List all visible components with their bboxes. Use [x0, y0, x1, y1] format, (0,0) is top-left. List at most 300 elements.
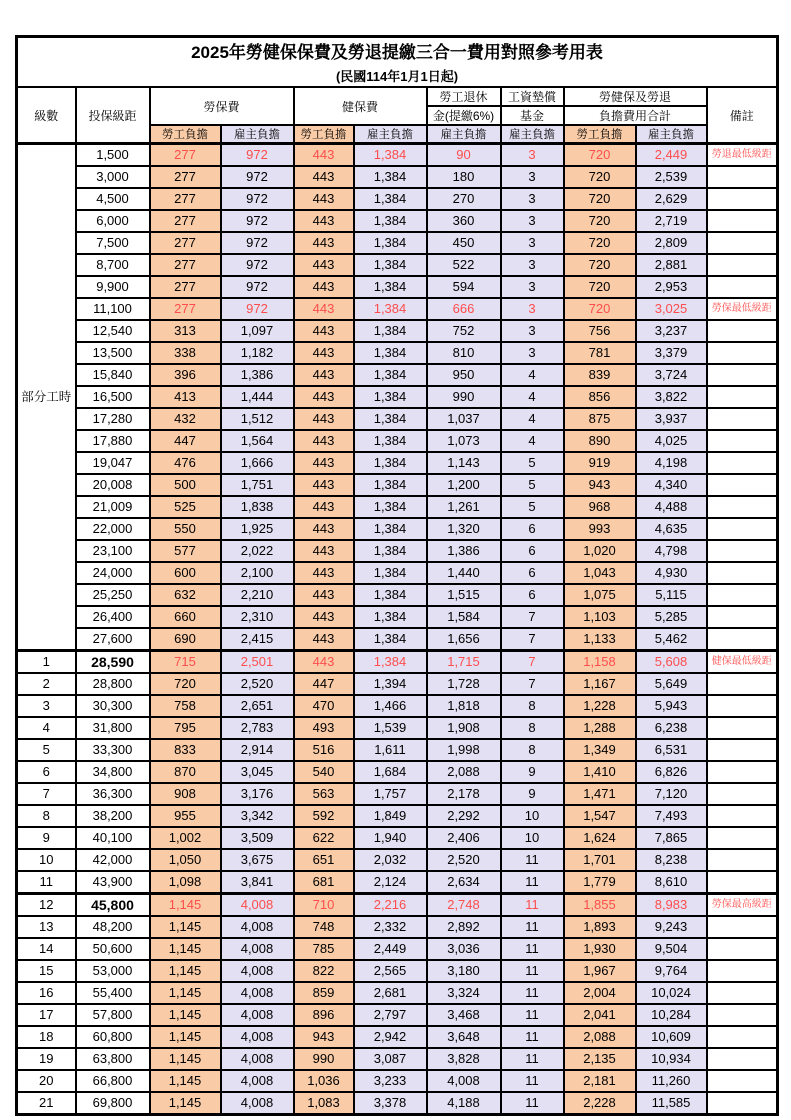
- level-cell: 5: [17, 739, 76, 761]
- note-cell: [707, 430, 778, 452]
- table-row: [17, 408, 778, 430]
- wage-fund-employer-cell: 6: [501, 518, 564, 540]
- pension-employer-cell: 2,292: [427, 805, 501, 827]
- level-cell: 11: [17, 871, 76, 894]
- health-employee-cell: 859: [294, 982, 354, 1004]
- health-employer-cell: 1,384: [354, 408, 427, 430]
- labor-employer-cell: 972: [221, 232, 294, 254]
- pension-employer-cell: 1,200: [427, 474, 501, 496]
- labor-employee-cell: 277: [150, 298, 221, 320]
- total-employee-cell: 1,167: [564, 673, 636, 695]
- wage-fund-employer-cell: 11: [501, 982, 564, 1004]
- table-row: [17, 673, 778, 695]
- health-employer-cell: 1,384: [354, 606, 427, 628]
- total-employee-cell: 720: [564, 166, 636, 188]
- note-cell: [707, 452, 778, 474]
- note-cell: [707, 1004, 778, 1026]
- pension-employer-cell: 2,892: [427, 916, 501, 938]
- pension-employer-cell: 594: [427, 276, 501, 298]
- pension-employer-cell: 90: [427, 144, 501, 167]
- labor-employer-cell: 1,751: [221, 474, 294, 496]
- health-employee-cell: 443: [294, 628, 354, 651]
- total-employer-cell: 7,865: [636, 827, 707, 849]
- note-cell: [707, 673, 778, 695]
- labor-employee-cell: 758: [150, 695, 221, 717]
- bracket-cell: 33,300: [76, 739, 150, 761]
- note-cell: [707, 518, 778, 540]
- table-row: [17, 188, 778, 210]
- wage-fund-employer-cell: 11: [501, 1092, 564, 1115]
- bracket-cell: 66,800: [76, 1070, 150, 1092]
- total-employee-cell: 720: [564, 276, 636, 298]
- bracket-cell: 1,500: [76, 144, 150, 167]
- health-employee-cell: 563: [294, 783, 354, 805]
- level-cell: 13: [17, 916, 76, 938]
- note-cell: 勞保最高級距: [707, 894, 778, 917]
- total-employee-cell: 1,133: [564, 628, 636, 651]
- bracket-cell: 63,800: [76, 1048, 150, 1070]
- bracket-cell: 16,500: [76, 386, 150, 408]
- total-employee-cell: 720: [564, 144, 636, 167]
- col-header-note: 備註: [707, 87, 778, 144]
- pension-employer-cell: 360: [427, 210, 501, 232]
- health-employee-cell: 443: [294, 232, 354, 254]
- pension-employer-cell: 3,828: [427, 1048, 501, 1070]
- labor-employer-cell: 4,008: [221, 916, 294, 938]
- health-employee-cell: 443: [294, 320, 354, 342]
- total-employer-cell: 10,609: [636, 1026, 707, 1048]
- note-cell: [707, 320, 778, 342]
- level-cell: 20: [17, 1070, 76, 1092]
- health-employer-cell: 1,384: [354, 364, 427, 386]
- labor-employee-cell: 1,145: [150, 1048, 221, 1070]
- total-employer-cell: 5,115: [636, 584, 707, 606]
- labor-employee-cell: 413: [150, 386, 221, 408]
- pension-employer-cell: 1,908: [427, 717, 501, 739]
- table-row: [17, 210, 778, 232]
- table-row: [17, 364, 778, 386]
- level-cell: 3: [17, 695, 76, 717]
- total-employee-cell: 1,624: [564, 827, 636, 849]
- health-employee-cell: 516: [294, 739, 354, 761]
- labor-employee-cell: 1,098: [150, 871, 221, 894]
- health-employer-cell: 1,384: [354, 144, 427, 167]
- page-subtitle: (民國114年1月1日起): [335, 69, 459, 84]
- table-row: [17, 496, 778, 518]
- labor-employer-cell: 3,045: [221, 761, 294, 783]
- total-employer-cell: 3,822: [636, 386, 707, 408]
- labor-employer-cell: 972: [221, 298, 294, 320]
- total-employee-cell: 720: [564, 232, 636, 254]
- total-employer-cell: 3,025: [636, 298, 707, 320]
- pension-employer-cell: 1,728: [427, 673, 501, 695]
- health-employer-cell: 2,565: [354, 960, 427, 982]
- total-employee-cell: 1,930: [564, 938, 636, 960]
- health-employee-cell: 748: [294, 916, 354, 938]
- wage-fund-employer-cell: 8: [501, 739, 564, 761]
- table-row: [17, 144, 778, 167]
- note-cell: [707, 606, 778, 628]
- pension-employer-cell: 3,324: [427, 982, 501, 1004]
- header-row-1: [17, 87, 778, 106]
- wage-fund-employer-cell: 11: [501, 1070, 564, 1092]
- pension-employer-cell: 1,584: [427, 606, 501, 628]
- pension-employer-cell: 522: [427, 254, 501, 276]
- total-employee-cell: 919: [564, 452, 636, 474]
- wage-fund-employer-cell: 4: [501, 364, 564, 386]
- labor-employee-cell: 476: [150, 452, 221, 474]
- health-employee-cell: 443: [294, 276, 354, 298]
- note-cell: [707, 849, 778, 871]
- total-employer-cell: 8,983: [636, 894, 707, 917]
- bracket-cell: 19,047: [76, 452, 150, 474]
- health-employee-cell: 710: [294, 894, 354, 917]
- level-cell: 18: [17, 1026, 76, 1048]
- pension-employer-cell: 450: [427, 232, 501, 254]
- health-employer-cell: 2,332: [354, 916, 427, 938]
- table-row: [17, 298, 778, 320]
- bracket-cell: 7,500: [76, 232, 150, 254]
- level-cell: 15: [17, 960, 76, 982]
- health-employer-cell: 1,384: [354, 452, 427, 474]
- pension-employer-cell: 1,073: [427, 430, 501, 452]
- wage-fund-employer-cell: 6: [501, 540, 564, 562]
- table-row: [17, 849, 778, 871]
- health-employee-cell: 443: [294, 606, 354, 628]
- level-cell: 2: [17, 673, 76, 695]
- wage-fund-employer-cell: 3: [501, 342, 564, 364]
- bracket-cell: 69,800: [76, 1092, 150, 1115]
- total-employer-cell: 2,719: [636, 210, 707, 232]
- health-employee-cell: 822: [294, 960, 354, 982]
- pension-employer-cell: 270: [427, 188, 501, 210]
- labor-employee-cell: 908: [150, 783, 221, 805]
- wage-fund-employer-cell: 11: [501, 1048, 564, 1070]
- health-employer-cell: 1,384: [354, 628, 427, 651]
- wage-fund-employer-cell: 11: [501, 916, 564, 938]
- labor-employee-cell: 833: [150, 739, 221, 761]
- health-employer-cell: 1,940: [354, 827, 427, 849]
- labor-employee-cell: 277: [150, 144, 221, 167]
- bracket-cell: 28,800: [76, 673, 150, 695]
- labor-employer-cell: 972: [221, 276, 294, 298]
- labor-employee-cell: 795: [150, 717, 221, 739]
- bracket-cell: 45,800: [76, 894, 150, 917]
- wage-fund-employer-cell: 3: [501, 298, 564, 320]
- pension-employer-cell: 1,261: [427, 496, 501, 518]
- pension-employer-cell: 3,036: [427, 938, 501, 960]
- total-employee-cell: 1,547: [564, 805, 636, 827]
- level-cell: 8: [17, 805, 76, 827]
- table-row: [17, 783, 778, 805]
- col-header-total-line2: 負擔費用合計: [564, 106, 707, 125]
- wage-fund-employer-cell: 11: [501, 1026, 564, 1048]
- bracket-cell: 55,400: [76, 982, 150, 1004]
- table-row: [17, 584, 778, 606]
- health-employee-cell: 785: [294, 938, 354, 960]
- total-employer-cell: 7,493: [636, 805, 707, 827]
- pension-employer-cell: 2,406: [427, 827, 501, 849]
- total-employee-cell: 720: [564, 188, 636, 210]
- labor-employer-cell: 972: [221, 144, 294, 167]
- table-row: [17, 1070, 778, 1092]
- health-employer-cell: 1,384: [354, 496, 427, 518]
- note-cell: [707, 916, 778, 938]
- total-employee-cell: 839: [564, 364, 636, 386]
- wage-fund-employer-cell: 6: [501, 584, 564, 606]
- bracket-cell: 4,500: [76, 188, 150, 210]
- labor-employer-cell: 4,008: [221, 982, 294, 1004]
- health-employee-cell: 1,083: [294, 1092, 354, 1115]
- labor-employee-cell: 525: [150, 496, 221, 518]
- labor-employer-cell: 1,925: [221, 518, 294, 540]
- total-employer-cell: 6,238: [636, 717, 707, 739]
- level-cell: 17: [17, 1004, 76, 1026]
- labor-employee-cell: 690: [150, 628, 221, 651]
- total-employee-cell: 1,967: [564, 960, 636, 982]
- pension-employer-cell: 752: [427, 320, 501, 342]
- labor-employer-cell: 2,520: [221, 673, 294, 695]
- total-employee-cell: 1,471: [564, 783, 636, 805]
- level-cell: 1: [17, 651, 76, 674]
- table-row: [17, 1048, 778, 1070]
- total-employer-cell: 4,340: [636, 474, 707, 496]
- note-cell: [707, 232, 778, 254]
- title-block: [17, 37, 778, 88]
- pension-employer-cell: 1,440: [427, 562, 501, 584]
- labor-employer-cell: 3,342: [221, 805, 294, 827]
- total-employee-cell: 781: [564, 342, 636, 364]
- note-cell: [707, 761, 778, 783]
- table-row: [17, 452, 778, 474]
- level-cell: 16: [17, 982, 76, 1004]
- table-row: [17, 894, 778, 917]
- bracket-cell: 57,800: [76, 1004, 150, 1026]
- note-cell: [707, 584, 778, 606]
- total-employer-cell: 2,629: [636, 188, 707, 210]
- bracket-cell: 8,700: [76, 254, 150, 276]
- health-employer-cell: 1,384: [354, 562, 427, 584]
- total-employee-cell: 1,158: [564, 651, 636, 674]
- bracket-cell: 42,000: [76, 849, 150, 871]
- total-employer-cell: 2,881: [636, 254, 707, 276]
- labor-employee-cell: 277: [150, 232, 221, 254]
- health-employer-cell: 1,466: [354, 695, 427, 717]
- health-employer-cell: 2,124: [354, 871, 427, 894]
- total-employer-cell: 5,285: [636, 606, 707, 628]
- health-employer-cell: 2,032: [354, 849, 427, 871]
- table-row: [17, 916, 778, 938]
- note-cell: [707, 540, 778, 562]
- labor-employee-cell: 277: [150, 210, 221, 232]
- level-cell: 21: [17, 1092, 76, 1115]
- col-header-total-line1: 勞健保及勞退: [564, 87, 707, 106]
- bracket-cell: 50,600: [76, 938, 150, 960]
- level-cell: 10: [17, 849, 76, 871]
- labor-employee-cell: 1,145: [150, 894, 221, 917]
- table-row: [17, 606, 778, 628]
- total-employer-cell: 11,585: [636, 1092, 707, 1115]
- labor-employee-cell: 550: [150, 518, 221, 540]
- total-employer-cell: 7,120: [636, 783, 707, 805]
- labor-employee-cell: 277: [150, 254, 221, 276]
- table-row: [17, 982, 778, 1004]
- subheader-total-employee: 勞工負擔: [564, 125, 636, 144]
- health-employee-cell: 443: [294, 430, 354, 452]
- level-cell: 9: [17, 827, 76, 849]
- note-cell: [707, 254, 778, 276]
- health-employer-cell: 3,233: [354, 1070, 427, 1092]
- note-cell: 勞保最低級距: [707, 298, 778, 320]
- labor-employee-cell: 1,145: [150, 916, 221, 938]
- table-row: [17, 386, 778, 408]
- labor-employee-cell: 1,145: [150, 960, 221, 982]
- labor-employer-cell: 1,386: [221, 364, 294, 386]
- total-employer-cell: 4,025: [636, 430, 707, 452]
- level-cell: 6: [17, 761, 76, 783]
- wage-fund-employer-cell: 8: [501, 695, 564, 717]
- wage-fund-employer-cell: 3: [501, 254, 564, 276]
- total-employer-cell: 4,930: [636, 562, 707, 584]
- bracket-cell: 43,900: [76, 871, 150, 894]
- table-row: [17, 562, 778, 584]
- table-row: [17, 342, 778, 364]
- bracket-cell: 27,600: [76, 628, 150, 651]
- total-employer-cell: 4,488: [636, 496, 707, 518]
- bracket-cell: 9,900: [76, 276, 150, 298]
- labor-employee-cell: 396: [150, 364, 221, 386]
- bracket-cell: 24,000: [76, 562, 150, 584]
- bracket-cell: 15,840: [76, 364, 150, 386]
- total-employer-cell: 3,379: [636, 342, 707, 364]
- pension-employer-cell: 2,088: [427, 761, 501, 783]
- health-employer-cell: 2,797: [354, 1004, 427, 1026]
- labor-employer-cell: 1,666: [221, 452, 294, 474]
- pension-employer-cell: 2,634: [427, 871, 501, 894]
- health-employee-cell: 443: [294, 540, 354, 562]
- health-employee-cell: 447: [294, 673, 354, 695]
- table-row: [17, 960, 778, 982]
- wage-fund-employer-cell: 11: [501, 938, 564, 960]
- total-employer-cell: 8,238: [636, 849, 707, 871]
- labor-employer-cell: 4,008: [221, 1004, 294, 1026]
- table-row: [17, 1004, 778, 1026]
- col-header-health-insurance: 健保費: [294, 87, 427, 125]
- table-body: [17, 144, 778, 1115]
- bracket-cell: 11,100: [76, 298, 150, 320]
- health-employer-cell: 1,849: [354, 805, 427, 827]
- subheader-pension-employer: 雇主負擔: [427, 125, 501, 144]
- note-cell: [707, 188, 778, 210]
- labor-employee-cell: 1,050: [150, 849, 221, 871]
- labor-employer-cell: 3,841: [221, 871, 294, 894]
- health-employer-cell: 1,384: [354, 166, 427, 188]
- health-employer-cell: 1,384: [354, 540, 427, 562]
- health-employer-cell: 1,384: [354, 386, 427, 408]
- table-row: [17, 628, 778, 651]
- table-row: [17, 739, 778, 761]
- total-employee-cell: 2,135: [564, 1048, 636, 1070]
- total-employer-cell: 10,934: [636, 1048, 707, 1070]
- wage-fund-employer-cell: 10: [501, 827, 564, 849]
- health-employee-cell: 443: [294, 496, 354, 518]
- subheader-labor-employer: 雇主負擔: [221, 125, 294, 144]
- labor-employee-cell: 432: [150, 408, 221, 430]
- subheader-wage-fund-employer: 雇主負擔: [501, 125, 564, 144]
- total-employer-cell: 6,826: [636, 761, 707, 783]
- total-employee-cell: 943: [564, 474, 636, 496]
- note-cell: [707, 960, 778, 982]
- health-employee-cell: 443: [294, 408, 354, 430]
- total-employer-cell: 9,504: [636, 938, 707, 960]
- pension-employer-cell: 1,320: [427, 518, 501, 540]
- health-employee-cell: 1,036: [294, 1070, 354, 1092]
- health-employer-cell: 1,384: [354, 210, 427, 232]
- table-row: [17, 474, 778, 496]
- total-employee-cell: 2,088: [564, 1026, 636, 1048]
- health-employee-cell: 622: [294, 827, 354, 849]
- health-employer-cell: 1,611: [354, 739, 427, 761]
- total-employee-cell: 1,103: [564, 606, 636, 628]
- pension-employer-cell: 1,515: [427, 584, 501, 606]
- table-row: [17, 254, 778, 276]
- labor-employee-cell: 870: [150, 761, 221, 783]
- wage-fund-employer-cell: 3: [501, 320, 564, 342]
- health-employer-cell: 1,757: [354, 783, 427, 805]
- note-cell: [707, 938, 778, 960]
- labor-employee-cell: 577: [150, 540, 221, 562]
- subheader-health-employee: 勞工負擔: [294, 125, 354, 144]
- health-employee-cell: 896: [294, 1004, 354, 1026]
- labor-employer-cell: 2,022: [221, 540, 294, 562]
- labor-employee-cell: 277: [150, 276, 221, 298]
- total-employer-cell: 5,649: [636, 673, 707, 695]
- table-row: [17, 518, 778, 540]
- health-employer-cell: 2,449: [354, 938, 427, 960]
- total-employer-cell: 5,608: [636, 651, 707, 674]
- labor-employer-cell: 1,097: [221, 320, 294, 342]
- health-employee-cell: 493: [294, 717, 354, 739]
- labor-employee-cell: 1,145: [150, 1092, 221, 1115]
- wage-fund-employer-cell: 5: [501, 496, 564, 518]
- health-employee-cell: 443: [294, 386, 354, 408]
- total-employer-cell: 4,198: [636, 452, 707, 474]
- note-cell: [707, 827, 778, 849]
- health-employer-cell: 1,384: [354, 254, 427, 276]
- bracket-cell: 13,500: [76, 342, 150, 364]
- labor-employee-cell: 1,145: [150, 1026, 221, 1048]
- table-row: [17, 232, 778, 254]
- total-employee-cell: 1,855: [564, 894, 636, 917]
- total-employee-cell: 890: [564, 430, 636, 452]
- total-employee-cell: 1,779: [564, 871, 636, 894]
- pension-employer-cell: 1,715: [427, 651, 501, 674]
- labor-employee-cell: 500: [150, 474, 221, 496]
- total-employee-cell: 1,228: [564, 695, 636, 717]
- health-employee-cell: 681: [294, 871, 354, 894]
- labor-employer-cell: 4,008: [221, 894, 294, 917]
- labor-employee-cell: 1,145: [150, 982, 221, 1004]
- health-employee-cell: 943: [294, 1026, 354, 1048]
- labor-employer-cell: 1,564: [221, 430, 294, 452]
- total-employee-cell: 720: [564, 254, 636, 276]
- labor-employee-cell: 277: [150, 166, 221, 188]
- health-employee-cell: 540: [294, 761, 354, 783]
- level-cell: 4: [17, 717, 76, 739]
- col-header-wage-fund-line1: 工資墊償: [501, 87, 564, 106]
- health-employer-cell: 1,394: [354, 673, 427, 695]
- health-employer-cell: 3,378: [354, 1092, 427, 1115]
